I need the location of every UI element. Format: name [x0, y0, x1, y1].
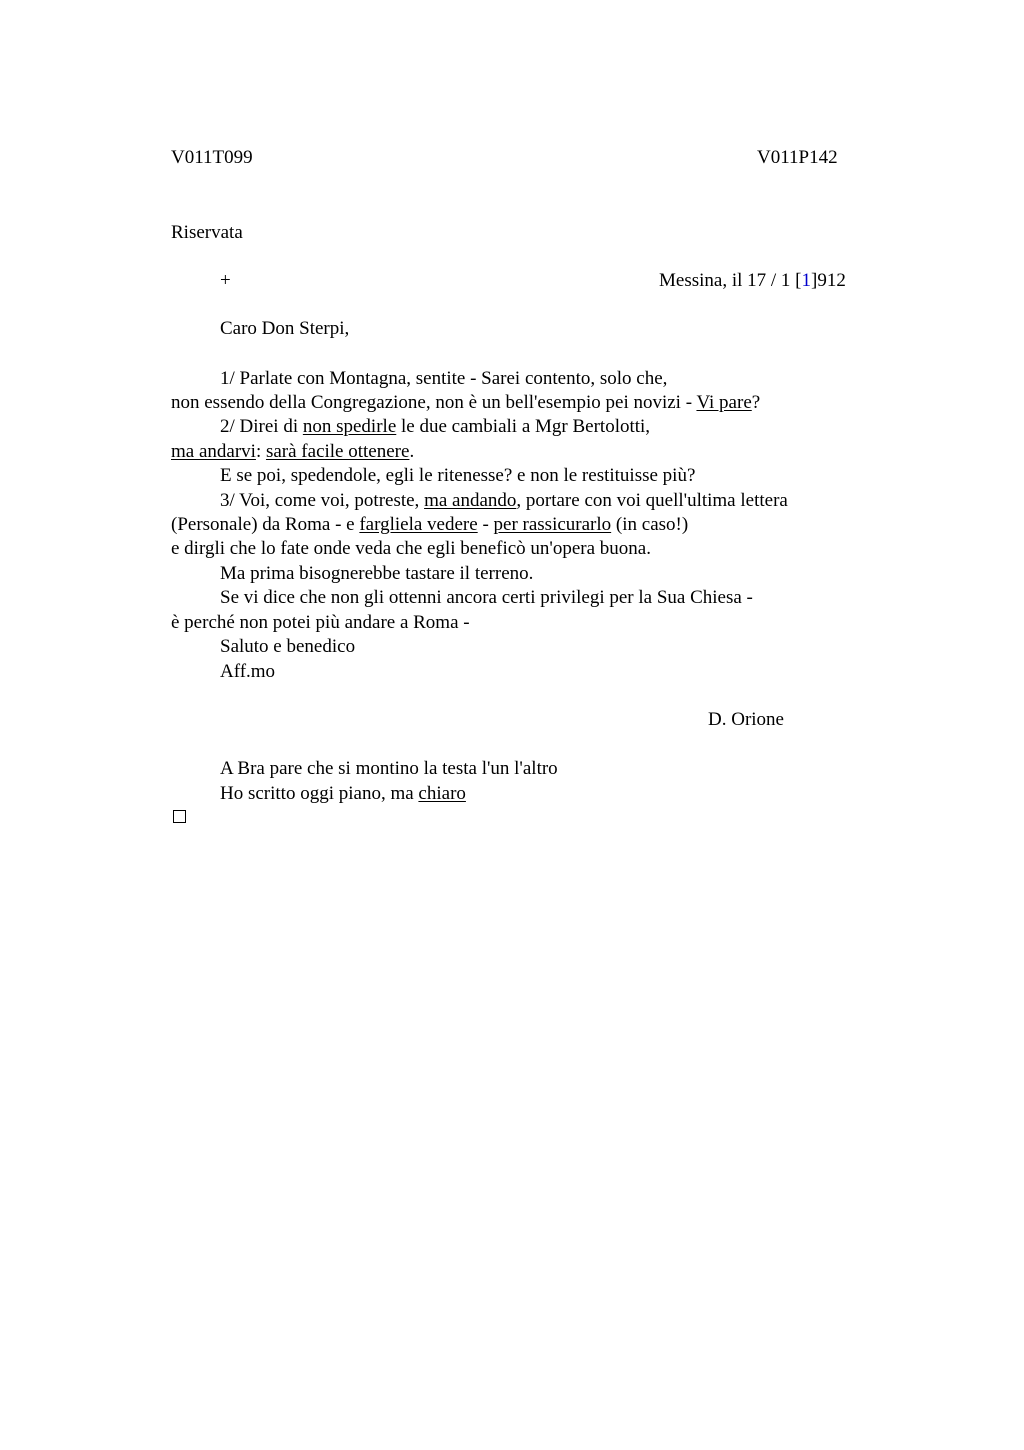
cross-mark: +: [220, 270, 231, 291]
line-3-text-a: 2/ Direi di: [220, 416, 303, 437]
letter-line-9: Ma prima bisognerebbe tastare il terreno.: [220, 563, 534, 584]
line-6-text-b: , portare con voi quell'ultima lettera: [516, 490, 788, 511]
dateline-before: Messina, il 17 / 1 [: [659, 270, 802, 291]
dateline-digit: 1: [801, 270, 811, 291]
document-code-right: V011P142: [757, 147, 838, 168]
postscript-line-2: [220, 782, 466, 806]
letter-line-3: [220, 415, 650, 439]
square-outline-icon: [173, 810, 186, 823]
line-4-text-b: .: [409, 441, 415, 462]
letter-line-10: Se vi dice che non gli ottenni ancora certi privilegi per la Sua Chiesa -: [220, 587, 753, 608]
line-7-underlined-2: per rassicurarlo: [493, 514, 612, 535]
line-3-underlined: non spedirle: [302, 416, 397, 437]
line-6-text-a: 3/ Voi, come voi, potreste,: [220, 490, 425, 511]
greeting: Caro Don Sterpi,: [220, 318, 350, 339]
postscript-line-1: A Bra pare che si montino la testa l'un l'altro: [220, 758, 558, 779]
dateline: [659, 269, 846, 293]
line-4-text-a: :: [255, 441, 266, 462]
line-4-underlined-2: sarà facile ottenere: [265, 441, 410, 462]
line-2-text-a: non essendo della Congregazione, non è un bell'esempio pei novizi -: [171, 392, 697, 413]
line-7-text-c: (in caso!): [611, 514, 689, 535]
line-2-text-b: ?: [751, 392, 761, 413]
line-6-underlined: ma andando: [424, 490, 517, 511]
letter-line-2: [171, 391, 760, 415]
line-4-underlined-1: ma andarvi: [171, 441, 256, 462]
line-7-text-a: (Personale) da Roma - e: [171, 514, 360, 535]
postscript-text: Ho scritto oggi piano, ma: [220, 783, 419, 804]
closing-greeting: Saluto e benedico: [220, 636, 356, 657]
letter-line-8: e dirgli che lo fate onde veda che egli beneficò un'opera buona.: [171, 538, 651, 559]
document-code-left: V011T099: [171, 147, 253, 168]
letter-line-11: è perché non potei più andare a Roma -: [171, 612, 470, 633]
line-7-text-b: -: [477, 514, 494, 535]
letter-line-7: [171, 513, 688, 537]
letter-line-1: 1/ Parlate con Montagna, sentite - Sarei contento, solo che,: [220, 368, 668, 389]
line-7-underlined-1: fargliela vedere: [359, 514, 478, 535]
line-2-underlined: Vi pare: [696, 392, 752, 413]
letter-line-5: E se poi, spedendole, egli le ritenesse? e non le restituisse più?: [220, 465, 696, 486]
confidential-label: Riservata: [171, 222, 243, 243]
signature: D. Orione: [708, 709, 784, 730]
closing-affectionate: Aff.mo: [220, 661, 276, 682]
letter-line-4: [171, 440, 414, 464]
postscript-underlined: chiaro: [418, 783, 466, 804]
letter-line-6: [220, 489, 788, 513]
line-3-text-b: le due cambiali a Mgr Bertolotti,: [396, 416, 651, 437]
dateline-after: ]912: [811, 270, 846, 291]
